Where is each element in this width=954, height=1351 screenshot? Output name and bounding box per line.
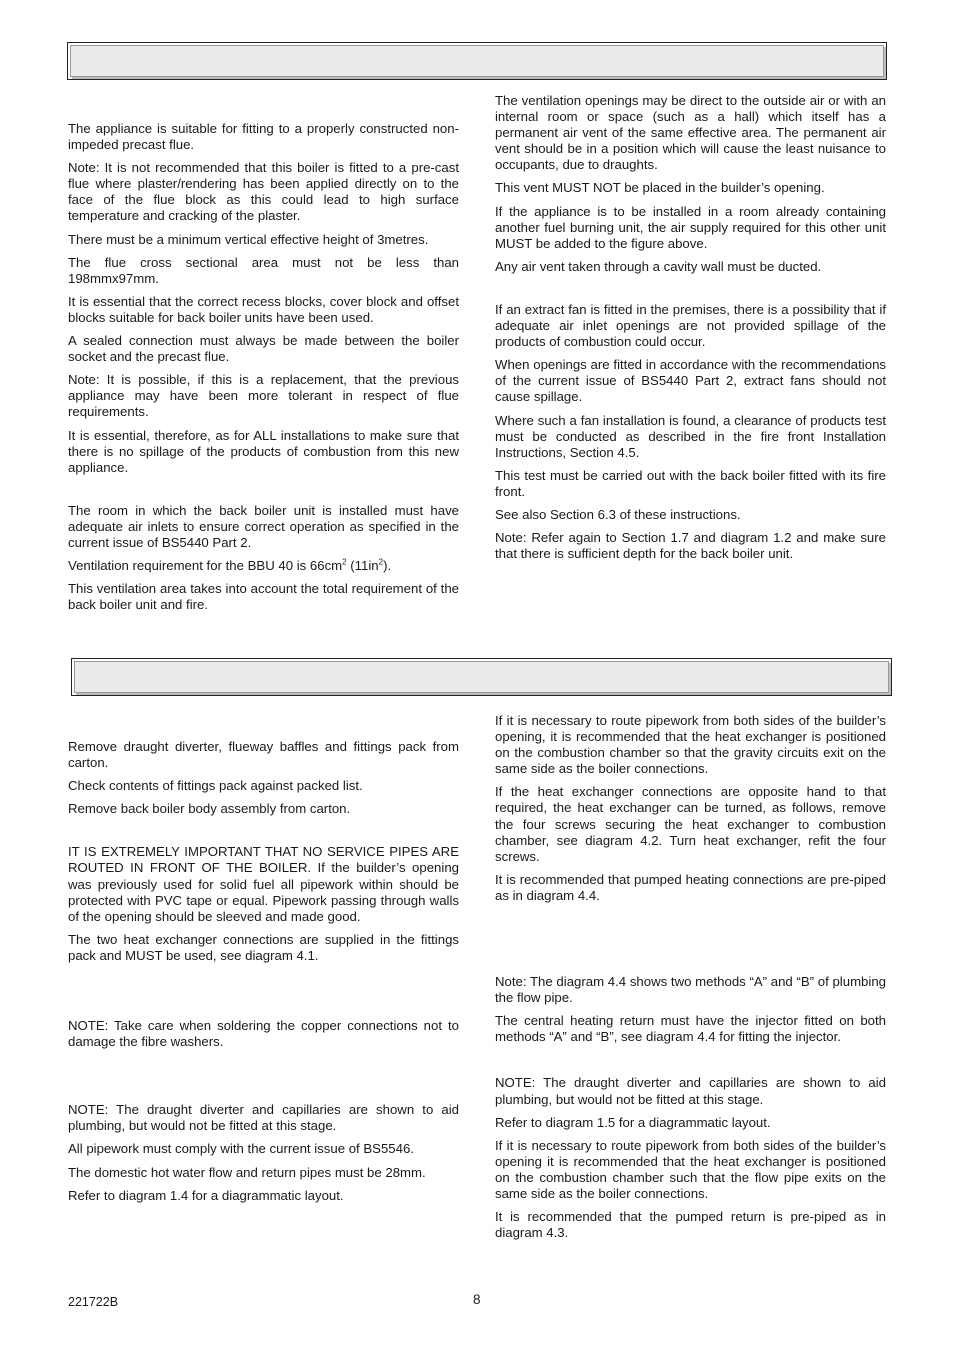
section-banner-fill — [70, 45, 884, 77]
paragraph: Remove back boiler body assembly from carton. — [68, 801, 351, 817]
paragraph: It is recommended that pumped heating connections are pre-piped as in diagram 4.4. — [495, 871, 886, 903]
paragraph: NOTE: Take care when soldering the copper connections not to damage the fibre washers. — [68, 1018, 459, 1050]
ventilation-text: (11in — [346, 558, 379, 574]
paragraph: NOTE: The draught diverter and capillaries are shown to aid plumbing, but would not be fitted at this stage. — [68, 1102, 459, 1134]
paragraph: IT IS EXTREMELY IMPORTANT THAT NO SERVICE PIPES ARE ROUTED IN FRONT OF THE BOILER. If the builder’s opening was previously used for solid fuel all pipework within should be protected with PVC tape or equal. Pipework passing through walls of the opening should be sleeved and made good. — [68, 844, 459, 924]
paragraph: Where such a fan installation is found, a clearance of products test must be conducted as described in the fire front Installation Instructions, Section 4.5. — [495, 412, 886, 460]
paragraph: The domestic hot water flow and return pipes must be 28mm. — [68, 1164, 426, 1180]
paragraph: The room in which the back boiler unit is installed must have adequate air inlets to ensure correct operation as specified in the current issue of BS5440 Part 2. — [68, 502, 459, 550]
paragraph: Note: It is not recommended that this boiler is fitted to a pre-cast flue where plaster/rendering has been applied directly on to the face of the flue block as this could lead to high surface temperature and cracking of the plaster. — [68, 160, 459, 224]
paragraph: See also Section 6.3 of these instructions. — [495, 506, 741, 522]
superscript: 2 — [378, 557, 384, 567]
paragraph: This vent MUST NOT be placed in the builder’s opening. — [495, 180, 825, 196]
paragraph: The flue cross sectional area must not be less than 198mmx97mm. — [68, 254, 459, 286]
paragraph: The appliance is suitable for fitting to a properly constructed non-impeded precast flue. — [68, 121, 459, 153]
paragraph: Check contents of fittings pack against packed list. — [68, 778, 363, 794]
paragraph: Note: The diagram 4.4 shows two methods “A” and “B” of plumbing the flow pipe. — [495, 974, 886, 1006]
section-banner-bottom — [71, 658, 892, 696]
paragraph: The ventilation openings may be direct to the outside air or with an internal room or space (such as a hall) which itself has a permanent air vent of the same effective area. The permanent air vent should be in a position which will cause the least nuisance to occupants, due to draughts. — [495, 93, 886, 173]
top-right-column — [495, 93, 886, 569]
paragraph: Refer to diagram 1.4 for a diagrammatic layout. — [68, 1187, 344, 1203]
bottom-left-column — [68, 739, 459, 1211]
ventilation-requirement — [68, 558, 459, 574]
paragraph: Refer to diagram 1.5 for a diagrammatic layout. — [495, 1114, 771, 1130]
bottom-right-column — [495, 713, 886, 1248]
paragraph: If an extract fan is fitted in the premises, there is a possibility that if adequate air inlet openings are not provided spillage of the products of combustion could occur. — [495, 301, 886, 350]
paragraph: There must be a minimum vertical effective height of 3metres. — [68, 231, 429, 247]
paragraph: Any air vent taken through a cavity wall must be ducted. — [495, 258, 822, 274]
paragraph: The central heating return must have the injector fitted on both methods “A” and “B”, see diagram 4.4 for fitting the injector. — [495, 1013, 886, 1045]
paragraph: It is essential, therefore, as for ALL installations to make sure that there is no spillage of the products of combustion from this new appliance. — [68, 427, 459, 475]
paragraph: This ventilation area takes into account the total requirement of the back boiler unit and fire. — [68, 581, 459, 613]
page-number: 8 — [473, 1292, 481, 1307]
paragraph: It is recommended that the pumped return is pre-piped as in diagram 4.3. — [495, 1209, 886, 1241]
section-banner-top — [67, 42, 887, 80]
paragraph: If the heat exchanger connections are opposite hand to that required, the heat exchanger can be turned, as follows, remove the four screws securing the heat exchanger to combustion chamber, see diagram 4.2. Turn heat exchanger, refit the four screws. — [495, 784, 886, 864]
paragraph: If it is necessary to route pipework from both sides of the builder’s opening it is recommended that the heat exchanger is positioned on the combustion chamber such that the flow pipe exits on the same side as the boiler connections. — [495, 1137, 886, 1201]
ventilation-text: Ventilation requirement for the BBU 40 is 66cm — [68, 558, 343, 574]
paragraph: All pipework must comply with the current issue of BS5546. — [68, 1141, 414, 1157]
paragraph: If it is necessary to route pipework from both sides of the builder’s opening, it is recommended that the heat exchanger is positioned on the combustion chamber so that the gravity circuits exit on the same side as the boiler connections. — [495, 713, 886, 777]
section-banner-fill — [74, 661, 889, 693]
paragraph: If the appliance is to be installed in a room already containing another fuel burning unit, the air supply required for this other unit MUST be added to the figure above. — [495, 203, 886, 251]
paragraph: Remove draught diverter, flueway baffles and fittings pack from carton. — [68, 739, 459, 771]
paragraph: The two heat exchanger connections are supplied in the fittings pack and MUST be used, see diagram 4.1. — [68, 931, 459, 963]
superscript: 2 — [342, 557, 347, 567]
paragraph: A sealed connection must always be made between the boiler socket and the precast flue. — [68, 333, 459, 365]
paragraph: When openings are fitted in accordance with the recommendations of the current issue of BS5440 Part 2, extract fans should not cause spillage. — [495, 357, 886, 405]
paragraph: Note: Refer again to Section 1.7 and diagram 1.2 and make sure that there is sufficient depth for the back boiler unit. — [495, 530, 886, 562]
paragraph: Note: It is possible, if this is a replacement, that the previous appliance may have been more tolerant in respect of flue requirements. — [68, 372, 459, 420]
document-code: 221722B — [68, 1295, 119, 1309]
ventilation-text: ). — [383, 558, 392, 574]
top-left-column — [68, 121, 459, 620]
paragraph: NOTE: The draught diverter and capillaries are shown to aid plumbing, but would not be fitted at this stage. — [495, 1075, 886, 1107]
paragraph: This test must be carried out with the back boiler fitted with its fire front. — [495, 467, 886, 499]
paragraph: It is essential that the correct recess blocks, cover block and offset blocks suitable for back boiler units have been used. — [68, 293, 459, 325]
